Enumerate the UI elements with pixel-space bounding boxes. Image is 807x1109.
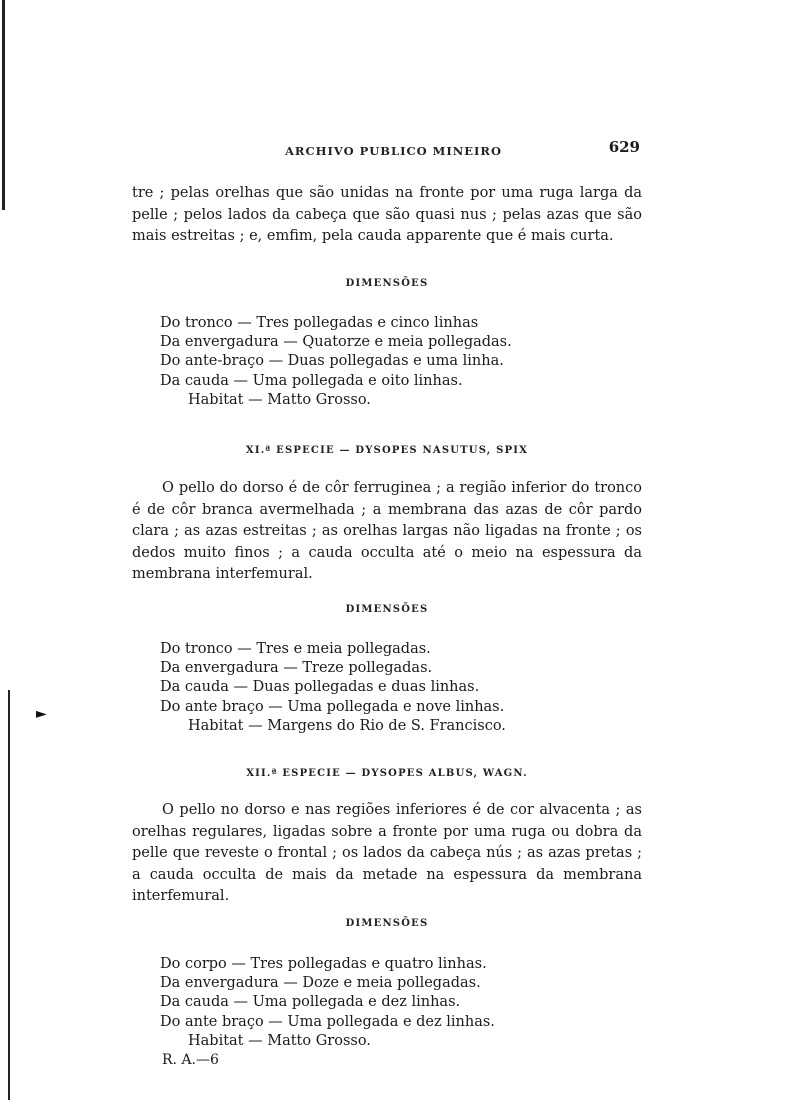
species-description: O pello do dorso é de côr ferruginea ; a região inferior do tronco é de côr branca avermelhada ; a membrana das azas de côr pardo clara ; as azas estreitas ; as orelhas largas não ligadas na fronte ; os dedos muito finos ; a cauda occulta até o meio na espessura da membrana interfemural. xyxy=(132,480,642,582)
signature-mark: R. A.—6 xyxy=(162,1052,219,1068)
dimension-item: Da cauda — Duas pollegadas e duas linhas. xyxy=(160,679,480,696)
dimensions-heading: DIMENSÕES xyxy=(345,604,429,615)
dimensions-list xyxy=(160,314,512,410)
dimensions-heading: DIMENSÕES xyxy=(345,918,429,929)
dimension-item: Do tronco — Tres e meia pollegadas. xyxy=(160,641,431,657)
dimension-item: Da envergadura — Quatorze e meia pollegadas. xyxy=(160,334,512,351)
page-header xyxy=(130,138,642,160)
page-number: 629 xyxy=(608,138,640,156)
dimension-item: Da envergadura — Treze pollegadas. xyxy=(160,660,433,677)
margin-arrow-mark: ► xyxy=(36,706,47,722)
dimension-item: Do ante braço — Uma pollegada e nove linhas. xyxy=(160,698,505,715)
species-heading: XII.ª ESPECIE — DYSOPES ALBUS, WAGN. xyxy=(246,768,528,779)
dimension-item: Do tronco — Tres pollegadas e cinco linhas xyxy=(160,315,479,331)
intro-paragraph: tre ; pelas orelhas que são unidas na fronte por uma ruga larga da pelle ; pelos lados da cabeça que são quasi nus ; pelas azas que são mais estreitas ; e, emfim, pela cauda apparente que é mais curta. xyxy=(132,185,642,244)
dimension-item: Do ante-braço — Duas pollegadas e uma linha. xyxy=(160,353,504,370)
dimension-item: Da cauda — Uma pollegada e oito linhas. xyxy=(160,372,463,389)
dimension-item: Da cauda — Uma pollegada e dez linhas. xyxy=(160,994,461,1011)
habitat-line: Habitat — Matto Grosso. xyxy=(188,1032,371,1049)
species-description: O pello no dorso e nas regiões inferiores é de cor alvacenta ; as orelhas regulares, ligadas sobre a fronte por uma ruga ou dobra da pelle que reveste o frontal ; os lados da cabeça nús ; as azas pretas ; a cauda occulta de mais da metade na espessura da membrana interfemural. xyxy=(132,802,642,904)
dimension-item: Da envergadura — Doze e meia pollegadas. xyxy=(160,975,481,992)
dimensions-heading: DIMENSÕES xyxy=(345,278,429,289)
running-title: ARCHIVO PUBLICO MINEIRO xyxy=(285,144,502,158)
species-heading: XI.ª ESPECIE — DYSOPES NASUTUS, SPIX xyxy=(245,445,529,456)
habitat-line: Habitat — Matto Grosso. xyxy=(188,391,371,408)
scan-edge-line xyxy=(2,0,5,210)
dimension-item: Do ante braço — Uma pollegada e dez linhas. xyxy=(160,1013,495,1030)
habitat-line: Habitat — Margens do Rio de S. Francisco. xyxy=(188,717,506,734)
scan-edge-line xyxy=(8,690,10,1100)
dimensions-list xyxy=(160,955,495,1051)
dimensions-list xyxy=(160,640,506,736)
dimension-item: Do corpo — Tres pollegadas e quatro linhas. xyxy=(160,956,487,972)
